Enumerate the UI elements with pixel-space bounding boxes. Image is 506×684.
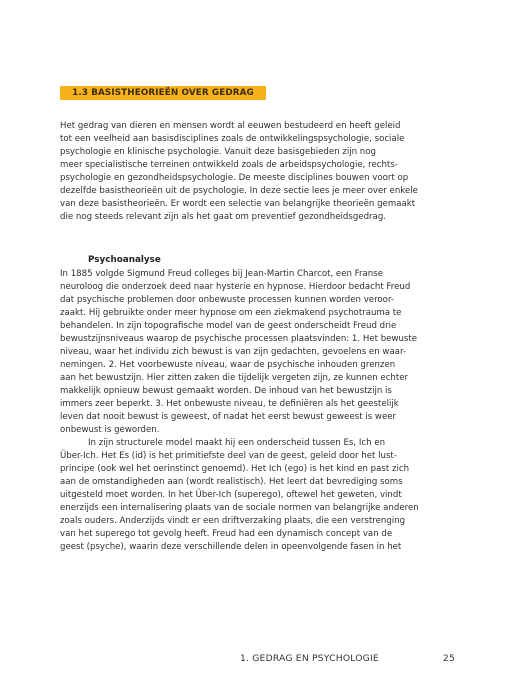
text-line: zoals ouders. Anderzijds vindt er een driftverzaking plaats, die een verstrenging <box>60 516 406 526</box>
section-title: 1.3 BASISTHEORIEËN OVER GEDRAG <box>72 88 254 98</box>
section-heading-band <box>60 86 266 100</box>
text-line: nemingen. 2. Het voorbewuste niveau, waar de psychische inhouden grenzen <box>60 360 396 370</box>
page-number: 25 <box>442 653 455 664</box>
text-line: enerzijds een internalisering plaats van de sociale normen van belangrijke anderen <box>60 503 419 513</box>
psychoanalyse-paragraph-1 <box>60 268 455 437</box>
text-line: behandelen. In zijn topografische model van de geest onderscheidt Freud drie <box>60 321 397 331</box>
text-line: aan de omstandigheden aan (wordt realistisch). Het leert dat bevrediging soms <box>60 477 403 487</box>
text-line: geest (psyche), waarin deze verschillende delen in opeenvolgende fasen in het <box>60 542 402 552</box>
text-line: van het superego tot gevolg heeft. Freud had een dynamisch concept van de <box>60 529 393 539</box>
text-line: aan het bewustzijn. Hier zitten zaken die tijdelijk vergeten zijn, ze kunnen echter <box>60 373 409 383</box>
text-line: psychologie en klinische psychologie. Vanuit deze basisgebieden zijn nog <box>60 147 376 157</box>
text-line: dezelfde basistheorieën uit de psychologie. In deze sectie lees je meer over enkele <box>60 186 418 196</box>
text-line: Über-Ich. Het Es (id) is het primitiefste deel van de geest, geleid door het lust- <box>60 451 397 461</box>
intro-paragraph <box>60 120 455 224</box>
text-line: In 1885 volgde Sigmund Freud colleges bij Jean-Martin Charcot, een Franse <box>60 269 384 279</box>
text-line: Het gedrag van dieren en mensen wordt al eeuwen bestudeerd en heeft geleid <box>60 121 401 131</box>
text-line: bewustzijnsniveaus waarop de psychische processen plaatsvinden: 1. Het bewuste <box>60 334 418 344</box>
text-line: In zijn structurele model maakt hij een onderscheid tussen Es, Ich en <box>88 438 386 448</box>
text-line: niveau, waar het individu zich bewust is van zijn gedachten, gevoelens en waar- <box>60 347 407 357</box>
text-line: onbewust is geworden. <box>60 425 160 435</box>
subheading-psychoanalyse: Psychoanalyse <box>88 255 161 265</box>
text-line: leven dat nooit bewust is geweest, of nadat het eerst bewust geweest is weer <box>60 412 397 422</box>
text-line: makkelijk opnieuw bewust gemaakt worden. De inhoud van het bewustzijn is <box>60 386 392 396</box>
text-line: meer specialistische terreinen ontwikkeld zoals de arbeidspsychologie, rechts- <box>60 160 398 170</box>
footer-chapter-title: 1. GEDRAG EN PSYCHOLOGIE <box>239 653 379 664</box>
text-line: principe (ook wel het oerinstinct genoemd). Het Ich (ego) is het kind en past zich <box>60 464 410 474</box>
text-line: immers zeer beperkt. 3. Het onbewuste niveau, te definiëren als het geestelijk <box>60 399 399 409</box>
text-line: psychologie en gezondheidspsychologie. De meeste disciplines bouwen voort op <box>60 173 409 183</box>
psychoanalyse-paragraph-2 <box>60 437 455 554</box>
text-line: zaakt. Hij gebruikte onder meer hypnose om een ziekmakend psychotrauma te <box>60 308 402 318</box>
text-line: die nog steeds relevant zijn als het gaat om preventief gezondheidsgedrag. <box>60 212 387 222</box>
text-line: neuroloog die onderzoek deed naar hysterie en hypnose. Hierdoor bedacht Freud <box>60 282 411 292</box>
text-line: dat psychische problemen door onbewuste processen kunnen worden veroor- <box>60 295 395 305</box>
text-line: tot een veelheid aan basisdisciplines zoals de ontwikkelingspsychologie, sociale <box>60 134 405 144</box>
text-line: uitgesteld moet worden. In het Über-Ich (superego), oftewel het geweten, vindt <box>60 490 402 500</box>
page-footer <box>240 653 455 664</box>
text-line: van deze basistheorieën. Er wordt een selectie van belangrijke theorieën gemaakt <box>60 199 416 209</box>
